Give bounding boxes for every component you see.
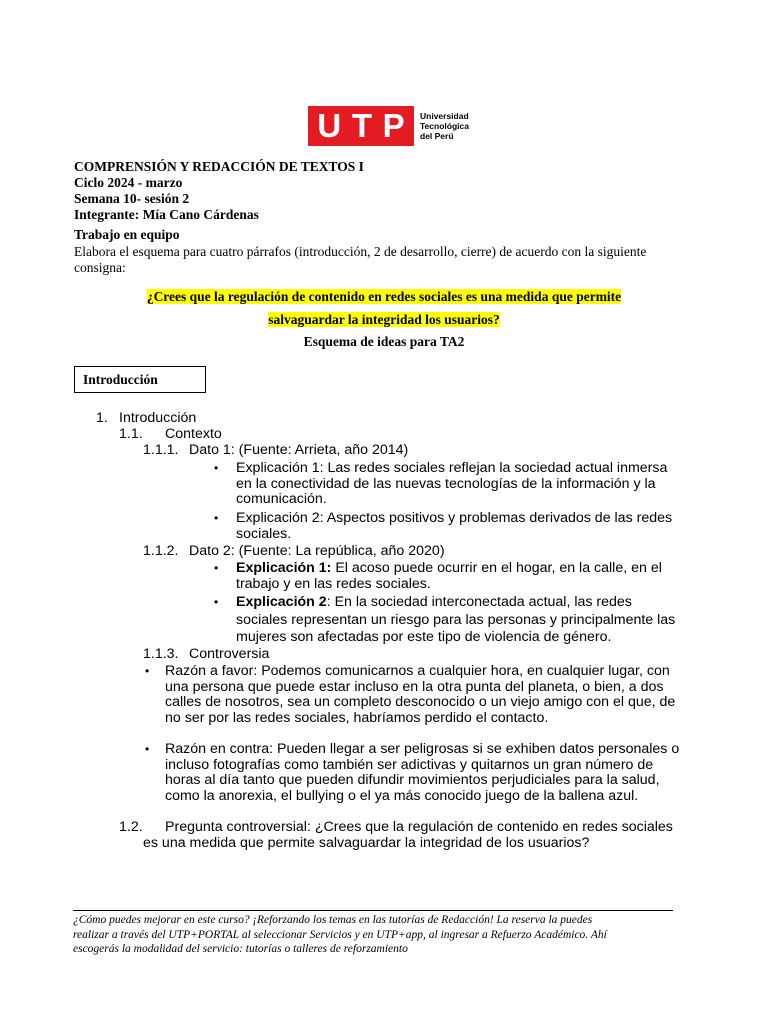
footer-line-2: realizar a través del UTP+PORTAL al seleccionar Servicios y en UTP+app, al ingresar a Refuerzo Académico. Ahí (73, 928, 607, 941)
logo-line-3: del Perú (420, 131, 454, 141)
outline-1-1-2-number: 1.1.2. (143, 543, 179, 559)
explicacion-2a-line-2: sociales. (236, 526, 292, 542)
outline-1-2-line-1: Pregunta controversial: ¿Crees que la regulación de contenido en redes sociales (165, 819, 673, 835)
section-box-introduction: Introducción (74, 366, 206, 393)
instruction-line-1: Elabora el esquema para cuatro párrafos (introducción, 2 de desarrollo, cierre) de acuerdo con la siguiente (74, 244, 647, 259)
question-highlight-1: ¿Crees que la regulación de contenido en redes sociales es una medida que permite (146, 289, 622, 304)
footer-line-3: escogerás la modalidad del servicio: tutorías o talleres de reforzamiento (73, 943, 408, 955)
work-label: Trabajo en equipo (74, 227, 180, 242)
explicacion-1a-line-1: Explicación 1: Las redes sociales reflejan la sociedad actual inmersa (236, 460, 668, 476)
outline-1-1-text: Contexto (165, 426, 222, 442)
utp-logo-mark (308, 106, 414, 146)
question-line-2 (0, 312, 768, 328)
scheme-title: Esquema de ideas para TA2 (303, 334, 465, 349)
footer-separator (73, 910, 673, 911)
week-label: Semana 10- sesión 2 (74, 191, 190, 206)
logo-line-2: Tecnológica (420, 121, 469, 131)
explicacion-2b-line-2: sociales representan un riesgo para las personas y principalmente las (236, 612, 676, 628)
razon-contra-line-4: como la anorexia, el bullying o el ya más conocido juego de la ballena azul. (165, 788, 639, 804)
explicacion-2a-line-1: Explicación 2: Aspectos positivos y problemas derivados de las redes (236, 510, 673, 526)
razon-contra-line-1: Razón en contra: Pueden llegar a ser peligrosas si se exhiben datos personales o (165, 741, 680, 757)
explicacion-1b-line-1 (236, 560, 662, 576)
outline-1-number: 1. (96, 410, 108, 426)
instruction-line-2: consigna: (74, 260, 126, 275)
utp-logo (308, 106, 469, 146)
question-line-1 (0, 289, 768, 305)
bullet-explicacion-2b: • (214, 595, 219, 609)
explicacion-1a-line-3: comunicación. (236, 491, 327, 507)
explicacion-2b-line-3: mujeres son afectadas por este tipo de violencia de género. (236, 629, 612, 645)
instruction-text (74, 244, 694, 276)
bullet-explicacion-2a: • (214, 511, 219, 525)
logo-line-1: Universidad (420, 111, 469, 121)
outline-1-1-3-number: 1.1.3. (143, 646, 179, 662)
razon-contra-line-3: horas al día tanto que pueden difundir movimientos perjudiciales para la salud, (165, 772, 660, 788)
logo-letter-t: T (351, 107, 372, 144)
explicacion-1b-line-2: trabajo y en las redes sociales. (236, 576, 431, 592)
question-highlight-2: salvaguardar la integridad los usuarios? (268, 312, 500, 327)
explicacion-2b-label: Explicación 2 (236, 594, 327, 610)
razon-contra-line-2: incluso fotografías como también ser adictivas y quitarnos un gran número de (165, 757, 654, 773)
explicacion-1a-line-2: en la conectividad de las nuevas tecnologías de la información y la (236, 476, 656, 492)
outline-1-2-line-2: es una medida que permite salvaguardar la integridad de los usuarios? (143, 835, 590, 851)
bullet-razon-contra: • (145, 742, 150, 756)
razon-favor-line-1: Razón a favor: Podemos comunicarnos a cualquier hora, en cualquier lugar, con (165, 663, 670, 679)
outline-1-text: Introducción (119, 410, 197, 426)
outline-1-2-number: 1.2. (119, 819, 143, 835)
footer-line-1: ¿Cómo puedes mejorar en este curso? ¡Reforzando los temas en las tutorías de Redacción! La reserva la puedes (73, 914, 593, 926)
razon-favor-line-3: calles de nosotros, sea un completo desconocido o un viejo amigo con el que, de (165, 694, 676, 710)
explicacion-2b-line-1 (236, 594, 632, 610)
member-label: Integrante: Mía Cano Cárdenas (74, 207, 259, 222)
outline-1-1-2-text: Dato 2: (Fuente: La república, año 2020) (189, 543, 445, 559)
cycle-label: Ciclo 2024 - marzo (74, 175, 183, 190)
explicacion-2b-text: : En la sociedad interconectada actual, las redes (326, 594, 632, 610)
explicacion-1b-label: Explicación 1: (236, 560, 332, 576)
logo-wordmark (420, 111, 469, 141)
logo-letter-p: P (382, 107, 405, 144)
outline-1-1-1-number: 1.1.1. (143, 442, 179, 458)
footer-note (73, 913, 683, 957)
outline-1-1-number: 1.1. (119, 426, 143, 442)
bullet-explicacion-1b: • (214, 561, 219, 575)
outline-1-1-1-text: Dato 1: (Fuente: Arrieta, año 2014) (189, 442, 409, 458)
razon-favor-line-2: una persona que puede estar incluso en la otra punta del planeta, o bien, a dos (165, 679, 664, 695)
course-title: COMPRENSIÓN Y REDACCIÓN DE TEXTOS I (74, 159, 364, 174)
bullet-explicacion-1a: • (214, 461, 219, 475)
razon-favor-line-4: no ser por las redes sociales, habríamos perdido el contacto. (165, 710, 549, 726)
outline-1-1-3-text: Controversia (189, 646, 270, 662)
logo-letter-u: U (317, 107, 342, 144)
explicacion-1b-text: El acoso puede ocurrir en el hogar, en la calle, en el (331, 560, 662, 576)
bullet-razon-favor: • (145, 664, 150, 678)
